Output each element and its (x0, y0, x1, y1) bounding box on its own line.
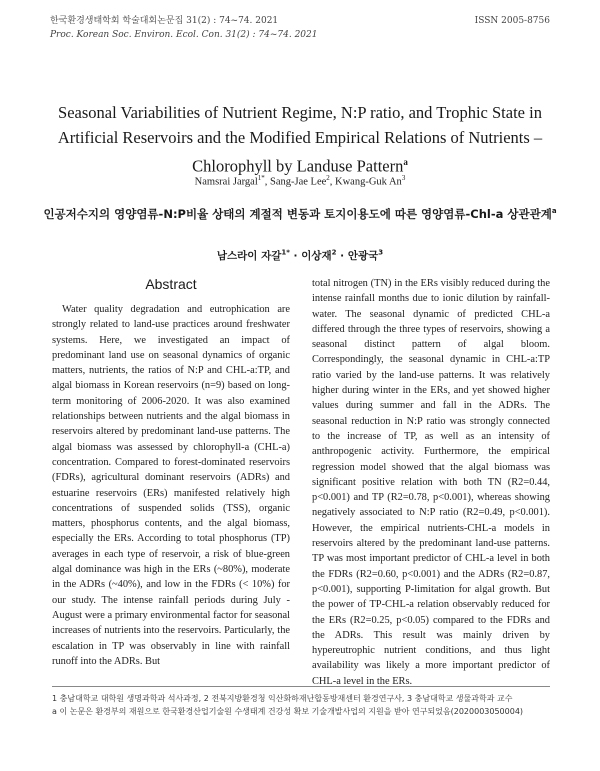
author-name: Sang-Jae Lee (270, 176, 327, 188)
paper-title-ko-text: 인공저수지의 영양염류-N:P비율 상태의 계절적 변동과 토지이용도에 따른 영양염류-Chl-a 상관관계 (43, 206, 552, 221)
author-list-en (40, 174, 560, 188)
author-affiliation-mark: 2 (326, 174, 330, 182)
abstract-heading: Abstract (145, 276, 197, 292)
journal-citation-en: Proc. Korean Soc. Environ. Ecol. Con. 31(2) : 74~74. 2021 (50, 30, 318, 40)
footnote-divider (52, 686, 550, 687)
author-separator: , (264, 176, 270, 188)
author-name: 안광국 (347, 250, 379, 262)
paper-title-en-text: Seasonal Variabilities of Nutrient Regime, N:P ratio, and Trophic State in Artificial Reservoirs and the Modified Empirical Relations of Nutrients – Chlorophyll by Landuse Pattern (57, 103, 543, 176)
footnotes (52, 692, 562, 718)
running-header (50, 14, 550, 54)
title-ko-footnote-mark: a (551, 207, 557, 215)
author-affiliation-mark: 3 (378, 248, 384, 257)
author-affiliation-mark: 3 (401, 174, 406, 182)
abstract-column-left: Water quality degradation and eutrophication are strongly related to land-use practices around freshwater systems. Here, we investigated an impact of predominant land use on seasonal dynamics of organic matters, nutrients, the ratios of N:P and CHL-a:TP, and algal biomass in Korean reservoirs (n=9) based on long-term monitoring of 2006-2020. It was also examined relationships between nutrients and the algal biomass in reservoirs altered by predominant land-use patterns. The algal biomass was assessed by chlorophyll-a (CHL-a) concentration. Compared to forest-dominated reservoirs (FDRs), agricultural dominant reservoirs (ADRs) and estuarine reservoirs (ERs) manifested relatively high concentrations of suspended solids (TSS), organic matters, phosphorus contents, and the algal biomass, especially the ERs. According to total phosphorus (TP) averages in each type of reservoir, a risk of blue-green algal dominance was high in the ERs (~80%), moderate in the ADRs (~40%), and low in the FDRs (< 10%) for our study. The intense rainfall periods during July - August were a primary environmental factor for seasonal increases of nutrients into the reservoirs. Particularly, the escalation in TP was observably in line with rainfall runoff into the ADRs. But (52, 304, 290, 667)
issn: ISSN 2005-8756 (474, 16, 550, 26)
abstract-column-right: total nitrogen (TN) in the ERs visibly reduced during the intense rainfall months due to ionic dilution by rainfall-water. The seasonal dynamic of predicted CHL-a differed through the three types of reservoirs, showing a seasonal distinct pattern of algal bloom. Correspondingly, the seasonal dynamic in CHL-a:TP ratio varied by the land-use patterns. It was relatively higher during winter in the ERs, and yet showed higher values during summer and fall in the ADRs. The seasonal reduction in N:P ratio was strongly connected to the increase of TP, as well as an intensity of anthropogenic activity. Furthermore, the empirical regression model showed that the algal biomass was significant positive relation with both TN (R2=0.44, p<0.001) and TP (R2=0.78, p<0.001), whereas showing negatively associated to N:P ratio (R2=0.49, p<0.001). However, the empirical nutrients-CHL-a models in reservoirs altered by the predominant land-use patterns. TP was most important predictor of CHL-a level in both the FDRs (R2=0.60, p<0.001) and the ADRs (R2=0.87, p<0.001), supporting P-limitation for algal growth. But the power of TP-CHL-a relation observably reduced for the ERs (R2=0.25, p<0.05) compared to the FDRs and the ADRs. This result was mainly driven by hypereutrophic nutrient conditions, and thus light availability was likely a more important predictor of CHL-a level in the ERs. (312, 278, 550, 687)
author-list-ko (40, 248, 560, 263)
author-name: Namsrai Jargal (194, 176, 258, 188)
author-affiliation-mark: 1* (281, 248, 290, 257)
paper-title-ko (40, 200, 560, 225)
author-separator: · (289, 250, 302, 262)
title-en-footnote-mark: a (403, 157, 408, 167)
footnote-affiliations: 1 충남대학교 대학원 생명과학과 석사과정, 2 전북지방환경청 익산화하재난합동방재센터 환경연구사, 3 충남대학교 생물과학과 교수 (52, 694, 513, 703)
paper-title-en (40, 100, 560, 179)
author-affiliation-mark: 1* (257, 174, 265, 182)
author-name: 남스라이 자갈 (216, 250, 282, 262)
author-affiliation-mark: 2 (331, 248, 337, 257)
author-name: 이상재 (301, 250, 332, 262)
journal-citation-ko: 한국환경생태학회 학술대회논문집 31(2) : 74~74. 2021 (50, 16, 279, 26)
author-name: Kwang-Guk An (335, 176, 402, 188)
footnote-funding: a 이 논문은 환경부의 재원으로 한국환경산업기술원 수생태계 건강성 확보 기술개발사업의 지원을 받아 연구되었음(2020003050004) (52, 707, 524, 716)
author-separator: · (336, 250, 348, 262)
author-separator: , (329, 176, 336, 188)
